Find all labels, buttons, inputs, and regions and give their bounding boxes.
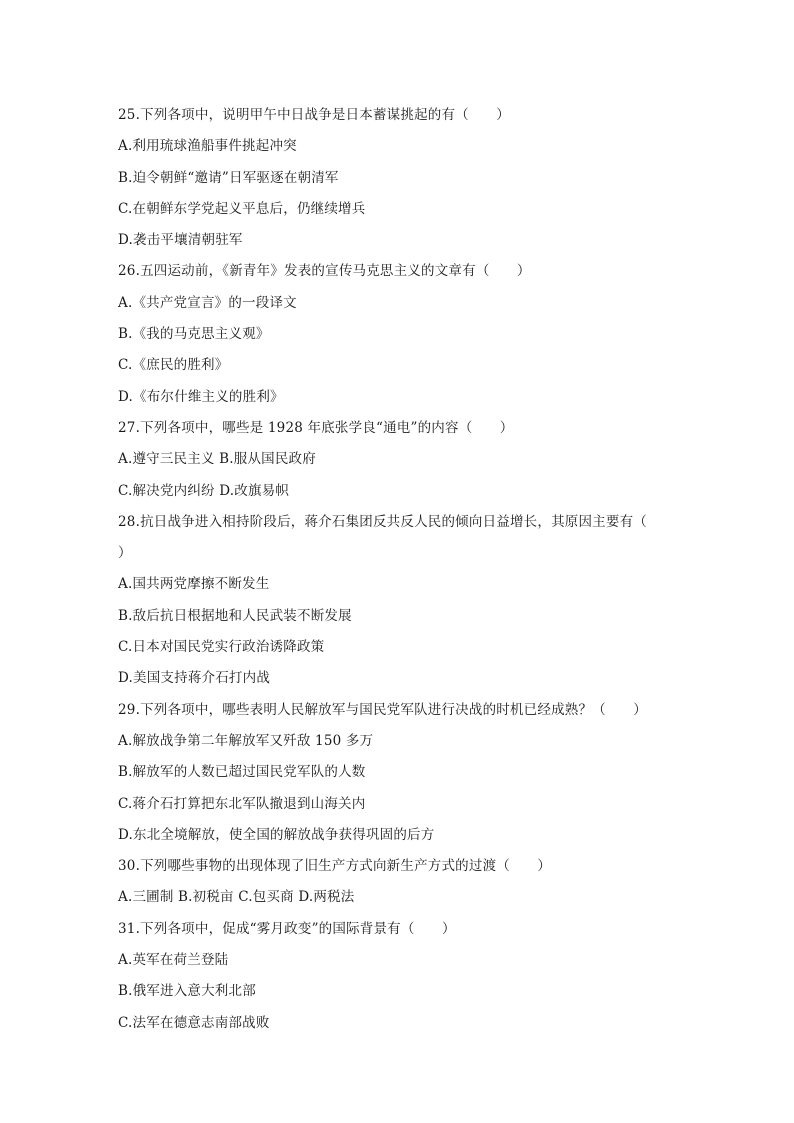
question-28-stem: 28.抗日战争进入相持阶段后，蒋介石集团反共反人民的倾向日益增长，其原因主要有（ xyxy=(118,513,647,530)
question-list xyxy=(118,100,678,1039)
question-31-option-c: C.法军在德意志南部战败 xyxy=(118,1014,270,1031)
question-27-stem: 27.下列各项中，哪些是 1928 年底张学良“通电”的内容（ ） xyxy=(118,419,514,436)
question-25-option-d: D.袭击平壤清朝驻军 xyxy=(118,232,243,249)
question-31-option-b: B.俄军进入意大利北部 xyxy=(118,983,256,1000)
question-29-option-b: B.解放军的人数已超过国民党军队的人数 xyxy=(118,764,366,781)
question-29-option-d: D.东北全境解放，使全国的解放战争获得巩固的后方 xyxy=(118,826,435,843)
question-29-option-a: A.解放战争第二年解放军又歼敌 150 多万 xyxy=(118,732,374,749)
question-25-stem: 25.下列各项中，说明甲午中日战争是日本蓄谋挑起的有（ ） xyxy=(118,107,510,123)
question-26-option-d: D.《布尔什维主义的胜利》 xyxy=(118,388,284,405)
question-26-stem: 26.五四运动前，《新青年》发表的宣传马克思主义的文章有（ ） xyxy=(118,263,531,280)
question-29-option-c: C.蒋介石打算把东北军队撤退到山海关内 xyxy=(118,795,366,812)
question-26-option-a: A.《共产党宣言》的一段译文 xyxy=(118,294,297,311)
question-28-option-c: C.日本对国民党实行政治诱降政策 xyxy=(118,639,325,656)
question-26-option-b: B.《我的马克思主义观》 xyxy=(118,326,270,343)
question-28-option-a: A.国共两党摩擦不断发生 xyxy=(118,576,270,593)
question-30-options: A.三圃制 B.初税亩 C.包买商 D.两税法 xyxy=(118,889,355,906)
question-27-options-cd: C.解决党内纠纷 D.改旗易帜 xyxy=(118,482,290,499)
question-30-stem: 30.下列哪些事物的出现体现了旧生产方式向新生产方式的过渡（ ） xyxy=(118,858,552,875)
question-29-stem: 29.下列各项中，哪些表明人民解放军与国民党军队进行决战的时机已经成熟？（ ） xyxy=(118,701,647,718)
question-27-options-ab: A.遵守三民主义 B.服从国民政府 xyxy=(118,451,316,468)
question-28-option-d: D.美国支持蒋介石打内战 xyxy=(118,670,271,687)
question-28-stem-continued: ） xyxy=(118,545,132,562)
question-25-option-a: A.利用琉球渔船事件挑起冲突 xyxy=(118,138,297,155)
question-26-option-c: C.《庶民的胜利》 xyxy=(118,357,229,374)
question-28-option-b: B.敌后抗日根据地和人民武装不断发展 xyxy=(118,607,352,624)
question-25-option-b: B.迫令朝鲜“邀请”日军驱逐在朝清军 xyxy=(118,169,339,186)
question-25-option-c: C.在朝鲜东学党起义平息后，仍继续增兵 xyxy=(118,200,366,217)
question-31-stem: 31.下列各项中，促成“雾月政变”的国际背景有（ ） xyxy=(118,920,456,937)
question-31-option-a: A.英军在荷兰登陆 xyxy=(118,952,229,969)
